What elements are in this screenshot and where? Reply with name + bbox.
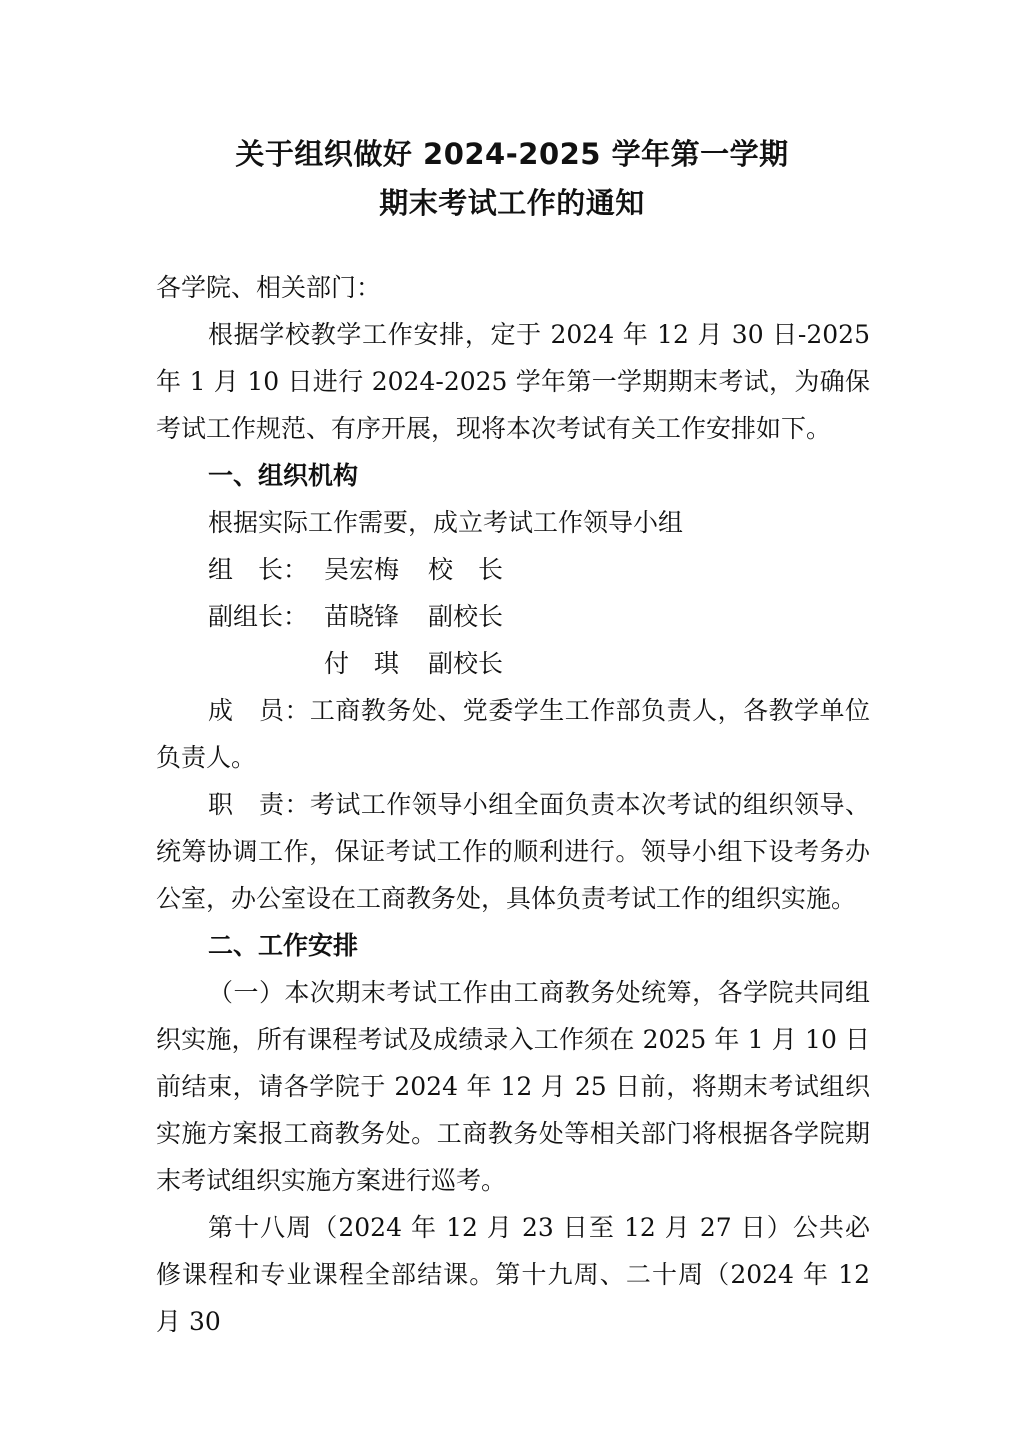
leader-role: 校 长 <box>428 555 504 584</box>
section-heading-arrangement: 二、工作安排 <box>208 931 359 960</box>
organization-lead-text: 根据实际工作需要，成立考试工作领导小组 <box>208 508 684 537</box>
salutation: 各学院、相关部门： <box>156 273 382 302</box>
leader-name: 付 琪 <box>324 649 400 678</box>
leader-name: 苗晓锋 <box>324 602 400 631</box>
document-title-line-1: 关于组织做好 2024-2025 学年第一学期 <box>235 137 789 171</box>
leader-row-head <box>156 546 870 593</box>
document-body <box>156 264 870 1345</box>
leader-label: 组 长： <box>208 555 309 584</box>
leader-label: 副组长： <box>208 602 309 631</box>
members-paragraph: 成 员：工商教务处、党委学生工作部负责人，各教学单位负责人。 <box>156 696 870 772</box>
leader-name: 吴宏梅 <box>324 555 400 584</box>
leader-row-deputy-1 <box>156 593 870 640</box>
intro-paragraph: 根据学校教学工作安排，定于 2024 年 12 月 30 日-2025 年 1 月 10 日进行 2024-2025 学年第一学期期末考试，为确保考试工作规范、有序开展，现将本次考试有关工作安排如下。 <box>156 320 870 443</box>
document-title-line-2: 期末考试工作的通知 <box>379 186 645 220</box>
section-heading-organization: 一、组织机构 <box>208 461 359 490</box>
duties-paragraph: 职 责：考试工作领导小组全面负责本次考试的组织领导、统筹协调工作，保证考试工作的顺利进行。领导小组下设考务办公室，办公室设在工商教务处，具体负责考试工作的组织实施。 <box>156 790 870 913</box>
arrangement-paragraph-2: 第十八周（2024 年 12 月 23 日至 12 月 27 日）公共必修课程和专业课程全部结课。第十九周、二十周（2024 年 12 月 30 <box>156 1213 870 1336</box>
leader-row-deputy-2 <box>156 640 870 687</box>
arrangement-paragraph-1: （一）本次期末考试工作由工商教务处统筹，各学院共同组织实施，所有课程考试及成绩录入工作须在 2025 年 1 月 10 日前结束，请各学院于 2024 年 12 月 25 日前，将期末考试组织实施方案报工商教务处。工商教务处等相关部门将根据各学院期末考试组织实施方案进行巡考。 <box>156 978 870 1195</box>
leader-role: 副校长 <box>428 649 504 678</box>
leader-label <box>156 640 324 687</box>
leader-role: 副校长 <box>428 602 504 631</box>
